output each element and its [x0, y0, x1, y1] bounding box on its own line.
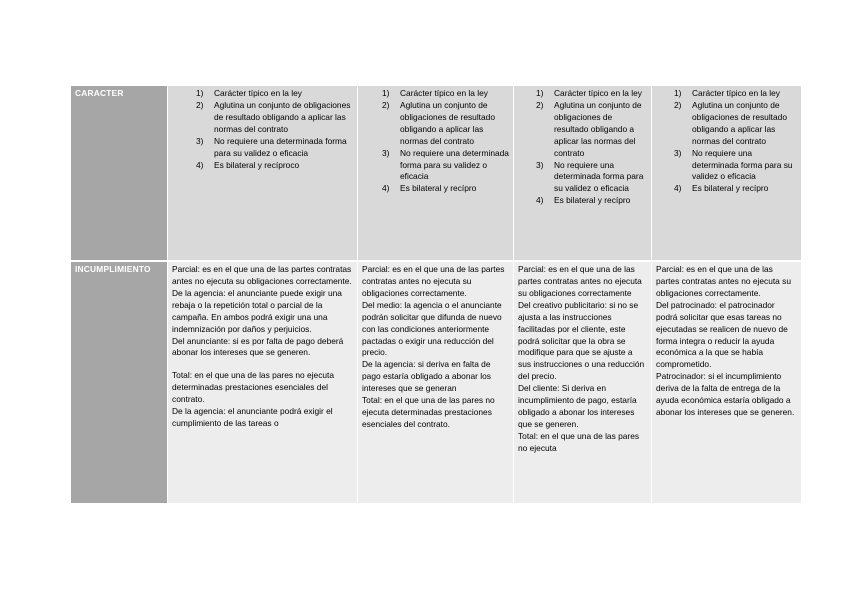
incumplimiento-cell-3: [514, 261, 652, 504]
list-item: 3) No requiere una determinada forma para su validez o eficacia: [382, 147, 509, 182]
list-item: 4) Es bilateral y recíproco: [196, 159, 300, 170]
paragraph: Patrocinador: si el incumplimiento deriva de la falta de entrega de la ayuda económica estaría obligado a abonar los intereses que se generen.: [656, 371, 795, 418]
paragraph: De la agencia: el anunciante puede exigir una rebaja o la repetición total o parcial de la campaña. En ambos podrá exigir una una indemnización por daños y perjuicios.: [172, 287, 342, 334]
paragraph: Del medio: la agencia o el anunciante podrán solicitar que difunda de nuevo con las condiciones anteriormente pactadas o exigir una reducción del precio.: [362, 299, 502, 358]
paragraph: Total: en el que una de las pares no ejecuta determinadas prestaciones esenciales del contrato.: [172, 370, 335, 405]
table-row-caracter: [71, 86, 801, 261]
list-item: 2) Aglutina un conjunto de obligaciones de resultado obligando a aplicar las normas del contrato: [674, 99, 787, 146]
paragraph-gap: [172, 359, 353, 370]
paragraph: Total: en el que una de las pares no ejecuta: [518, 430, 640, 453]
list-item: 1) Carácter típico en la ley: [536, 88, 642, 98]
incumplimiento-cell-2: [358, 261, 514, 504]
list-item: 2) Aglutina un conjunto de obligaciones de resultado obligando a aplicar las normas del contrato: [382, 99, 495, 146]
caracter-list-1: [172, 88, 353, 171]
row-header-incumplimiento: INCUMPLIMIENTO: [71, 261, 168, 504]
paragraph: De la agencia: el anunciante podrá exigir el cumplimiento de las tareas o: [172, 406, 333, 429]
paragraph: De la agencia: si deriva en falta de pago estaría obligado a abonar los intereses que se generan: [362, 359, 491, 394]
list-item: 2) Aglutina un conjunto de obligaciones de resultado obligando a aplicar las normas del contrato: [536, 99, 642, 158]
list-item: 1) Carácter típico en la ley: [674, 88, 780, 98]
paragraph: Del patrocinado: el patrocinador podrá solicitar que esas tareas no ejecutadas se realicen de nuevo de forma integra o reducir la ayuda económica a la que se había comprometido.: [656, 299, 788, 370]
paragraph: Parcial: es en el que una de las partes contratas antes no ejecuta su obligaciones correctamente.: [172, 264, 352, 286]
incumplimiento-cell-4: [652, 261, 802, 504]
list-item: 3) No requiere una determinada forma para su validez o eficacia: [674, 147, 793, 182]
list-item: 3) No requiere una determinada forma para su validez o eficacia: [196, 135, 347, 158]
list-item: 2) Aglutina un conjunto de obligaciones de resultado obligando a aplicar las normas del contrato: [196, 99, 351, 134]
paragraph: Del creativo publicitario: si no se ajusta a las instrucciones facilitadas por el cliente, este podrá solicitar que la obra se modifique para que se ajuste a sus instrucciones o una reducción del precio.: [518, 299, 645, 382]
paragraph: Del anunciante: si es por falta de pago deberá abonar los intereses que se generen.: [172, 335, 344, 358]
incumplimiento-cell-1: [168, 261, 358, 504]
caracter-cell-2: [358, 86, 514, 261]
caracter-cell-1: [168, 86, 358, 261]
caracter-cell-4: [652, 86, 802, 261]
paragraph: Parcial: es en el que una de las partes contratas antes no ejecuta su obligaciones correctamente.: [362, 264, 505, 298]
list-item: 1) Carácter típico en la ley: [382, 88, 488, 98]
list-item: 4) Es bilateral y recípro: [674, 183, 769, 194]
caracter-list-4: [656, 88, 797, 195]
list-item: 4) Es bilateral y recípro: [382, 183, 477, 194]
paragraph: Parcial: es en el que una de las partes contratas antes no ejecuta su obligaciones correctamente.: [656, 264, 792, 298]
caracter-cell-3: [514, 86, 652, 261]
caracter-list-3: [518, 88, 647, 207]
list-item: 3) No requiere una determinada forma para su validez o eficacia: [536, 159, 644, 194]
list-item: 4) Es bilateral y recípro: [536, 195, 631, 206]
caracter-list-2: [362, 88, 509, 195]
list-item: 1) Carácter típico en la ley: [196, 88, 302, 98]
row-header-caracter: CARACTER: [71, 86, 168, 261]
table-row-incumplimiento: [71, 261, 801, 504]
paragraph: Parcial: es en el que una de las partes contratas antes no ejecuta su obligaciones correctamente: [518, 264, 642, 298]
paragraph: Del cliente: Si deriva en incumplimiento de pago, estaría obligado a abonar los intereses que se generen.: [518, 383, 637, 429]
comparison-table: [71, 86, 801, 505]
paragraph: Total: en el que una de las pares no ejecuta determinadas prestaciones esenciales del contrato.: [362, 395, 495, 429]
